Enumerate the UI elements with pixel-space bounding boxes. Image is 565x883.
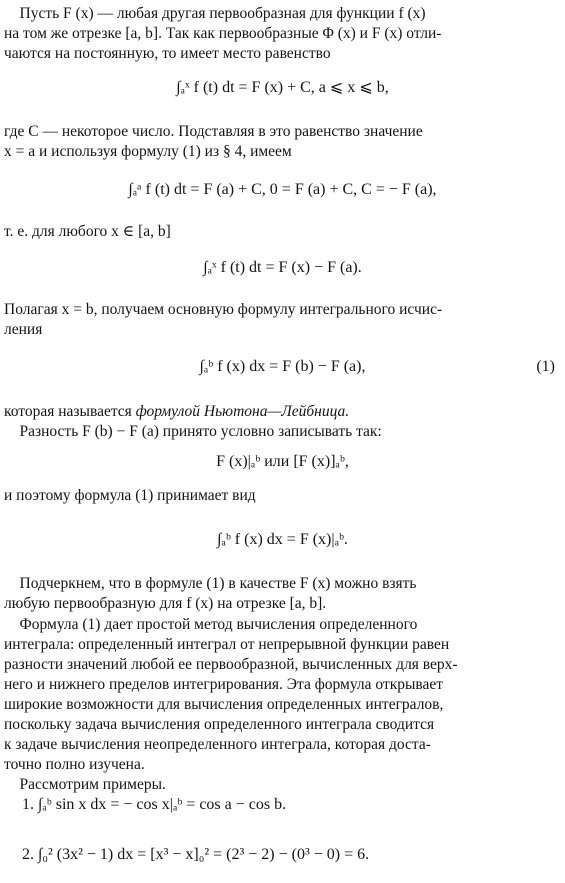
text-line: где C — некоторое число. Подставляя в это равенство значение [4,123,423,140]
text-run: которая называется [4,403,136,420]
paragraph-for-any-x [4,222,557,242]
paragraph-newton-leibniz-name [4,402,557,442]
text-line: ления [4,321,43,338]
paragraph-main-formula [4,300,557,340]
text-line: чаются на постоянную, то имеет место равенство [4,45,331,62]
text-line: и поэтому формула (1) принимает вид [4,487,256,504]
paragraph-antiderivative [4,4,557,64]
example-1: 1. ∫ₐᵇ sin x dx = − cos x|ₐᵇ = cos a − cos b. [22,796,287,813]
text-line: Разность F (b) − F (a) принято условно записывать так: [4,423,382,440]
text-line: интеграла: определенный интеграл от непрерывной функции равен [4,636,450,653]
paragraph-method [4,615,557,795]
text-line: широкие возможности для вычисления определенных интегралов, [4,696,444,713]
text-line: x = a и используя формулу (1) из § 4, имеем [4,143,292,160]
equation-1: ∫ₐˣ f (t) dt = F (x) + C, a ⩽ x ⩽ b, [176,79,389,96]
equation-notation: F (x)|ₐᵇ или [F (x)]ₐᵇ, [216,453,349,470]
formula-name-emphasis: формулой Ньютона—Лейбница. [135,403,350,420]
example-2: 2. ∫₀² (3x² − 1) dx = [x³ − x]₀² = (2³ − 2) − (0³ − 0) = 6. [22,846,370,863]
paragraph-emphasis [4,574,557,614]
text-line: т. е. для любого x ∈ [a, b] [4,223,171,240]
text-line: него и нижнего пределов интегрирования. Эта формула открывает [4,676,444,693]
text-line: любую первообразную для f (x) на отрезке [a, b]. [4,595,327,612]
text-line: Подчеркнем, что в формуле (1) в качестве F (x) можно взять [4,575,417,592]
equation-final-form: ∫ₐᵇ f (x) dx = F (x)|ₐᵇ. [217,531,348,548]
equation-3: ∫ₐˣ f (t) dt = F (x) − F (a). [203,259,362,276]
text-line: Формула (1) дает простой метод вычисления определенного [4,616,418,633]
paragraph-takes-form [4,486,557,506]
paragraph-constant [4,122,557,162]
text-line: на том же отрезке [a, b]. Так как первообразные Φ (x) и F (x) отли- [4,25,442,42]
equation-2: ∫ₐᵃ f (t) dt = F (a) + C, 0 = F (a) + C, C = − F (a), [128,181,437,198]
text-line: Пусть F (x) — любая другая первообразная для функции f (x) [4,5,426,22]
text-line: Полагая x = b, получаем основную формулу интегрального исчис- [4,301,443,318]
text-line: поскольку задача вычисления определенного интеграла сводится [4,716,435,733]
text-line: к задаче вычисления неопределенного интеграла, которая доста- [4,736,431,753]
equation-newton-leibniz: ∫ₐᵇ f (x) dx = F (b) − F (a), [199,358,366,375]
equation-number: (1) [536,358,555,375]
text-line [4,402,557,422]
text-line: Рассмотрим примеры. [4,776,166,793]
text-line: точно полно изучена. [4,756,145,773]
text-line: разности значений любой ее первообразной, вычисленных для верх- [4,656,458,673]
